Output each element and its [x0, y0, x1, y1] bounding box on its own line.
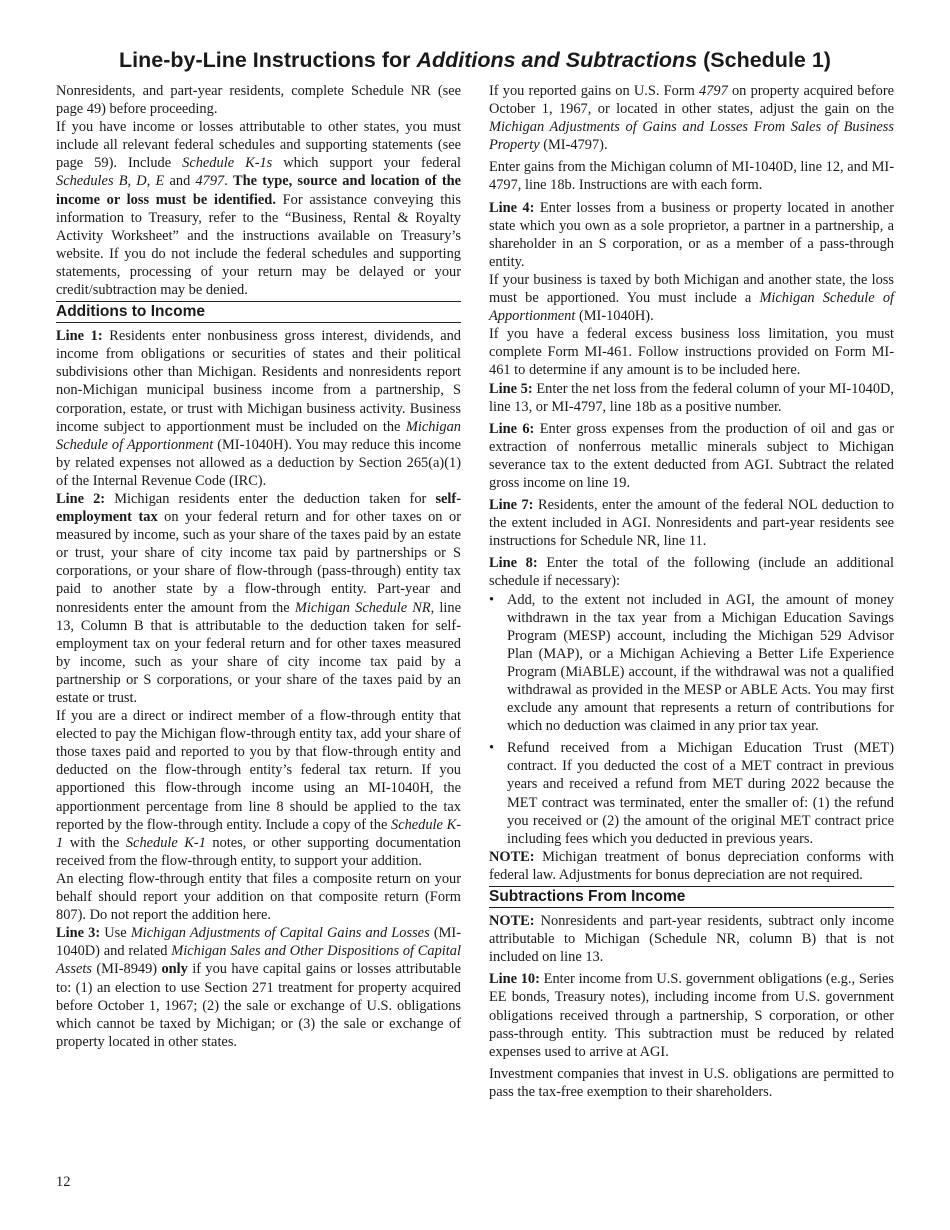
apportion-paragraph: If your business is taxed by both Michigan and another state, the loss must be apportioned. You must include a Michigan Schedule of Apportionment (MI-1040H). — [489, 271, 895, 325]
list-item: • Refund received from a Michigan Education Trust (MET) contract. If you deducted the cost of a MET contract in previous years and received a refund from MET during 2022 because the MET contract was terminated, enter the smaller of: (1) the refund you received or (2) the amount of the original MET contract price including fees which you deducted in previous years. — [489, 740, 894, 847]
page-title — [0, 48, 950, 73]
line-6-paragraph: Line 6: Enter gross expenses from the production of oil and gas or extraction of nonferrous metallic minerals subject to Michigan severance tax to the extent deducted from AGI. Subtract the related gross income on line 19. — [489, 420, 894, 491]
line-5-paragraph: Line 5: Enter the net loss from the federal column of your MI-1040D, line 13, or MI-4797, line 18b as a positive number. — [489, 380, 894, 415]
line-4-paragraph: Line 4: Enter losses from a business or property located in another state which you own as a sole proprietor, a partner in a partnership, a shareholder in an S corporation, or as a member of a pass-through entity. — [489, 199, 894, 270]
note-bonus-depreciation: NOTE: Michigan treatment of bonus depreciation conforms with federal law. Adjustments for bonus depreciation are not required. — [489, 848, 894, 883]
bullet-icon: • — [489, 740, 495, 757]
composite-return-paragraph: An electing flow-through entity that files a composite return on your behalf should report your addition on that composite return (Form 807). Do not report the addition here. — [56, 870, 461, 924]
note-nonresidents: NOTE: Nonresidents and part-year residents, subtract only income attributable to Michigan (Schedule NR, column B) that is not included on line 13. — [489, 913, 894, 966]
title-italic: Additions and Subtractions — [416, 48, 698, 72]
line-8-bullet-list — [489, 591, 894, 848]
line-1-paragraph: Line 1: Residents enter nonbusiness gross interest, dividends, and income from obligations or securities of states and their political subdivisions other than Michigan. Residents and nonresidents report non-Michigan municipal business income from a partnership, S corporation, estate, or trust with Michigan business activity. Business income subject to apportionment must be included on the Michigan Schedule of Apportionment (MI-1040H). You may reduce this income by related expenses not allowed as a deduction by Section 265(a)(1) of the Internal Revenue Code (IRC). — [56, 328, 462, 489]
investment-companies-paragraph: Investment companies that invest in U.S. obligations are permitted to pass the tax-free exemption to their shareholders. — [489, 1065, 894, 1100]
enter-gains-paragraph: Enter gains from the Michigan column of MI-1040D, line 12, and MI-4797, line 18b. Instructions are with each form. — [489, 159, 894, 194]
page-number: 12 — [56, 1174, 71, 1190]
line-2-paragraph: Line 2: Michigan residents enter the deduction taken for self-employment tax on your federal return and for other taxes on or measured by income, such as your share of the taxes paid by an estate or trust, your share of city income tax paid by partnerships or S corporations, or your share of flow-through (pass-through) entity tax paid to another state by a flow-through entity. Part-year and nonresidents enter the amount from the Michigan Schedule NR, line 13, Column B that is attributable to the deduction taken for self-employment tax on your federal return and for other taxes measured by income, such as your share of city income tax paid by a partnership or S corporations, or your share of the taxes paid by an estate or trust. — [56, 490, 462, 706]
line-3-paragraph: Line 3: Use Michigan Adjustments of Capital Gains and Losses (MI-1040D) and related Michigan Sales and Other Dispositions of Capital Assets (MI-8949) only if you have capital gains or losses attributable to: (1) an election to use Section 271 treatment for property acquired before October 1, 1967; (2) the sale or exchange of U.S. obligations which cannot be taxed by Michigan; or (3) the sale or exchange of property located in other states. — [56, 925, 461, 1050]
bullet-icon: • — [489, 591, 495, 608]
title-suffix: (Schedule 1) — [697, 48, 831, 72]
excess-loss-paragraph: If you have a federal excess business loss limitation, you must complete Form MI-461. Follow instructions provided on Form MI-461 to determine if any amount is to be included here. — [489, 326, 894, 379]
title-text: Line-by-Line Instructions for — [119, 48, 417, 72]
gains-4797-paragraph: If you reported gains on U.S. Form 4797 on property acquired before October 1, 1967, or located in other states, adjust the gain on the Michigan Adjustments of Gains and Losses From Sales of Business Property (MI-4797). — [489, 83, 894, 154]
line-8-paragraph: Line 8: Enter the total of the following (include an additional schedule if necessary): — [489, 555, 894, 590]
section-heading-subtractions: Subtractions From Income — [489, 886, 894, 908]
intro-other-states: If you have income or losses attributable to other states, you must include all relevant federal schedules and supporting statements (see page 59). Include Schedule K-1s which support your federal Schedules B, D, E and 4797. The type, source and location of the income or loss must be identified. For assistance conveying this information to Treasury, refer to the “Business, Rental & Royalty Activity Worksheet” and the instructions available on Treasury’s website. If you do not include the federal schedules and supporting statements, processing of your return may be delayed or your credit/subtraction may be denied. — [56, 119, 461, 299]
intro-nonresidents: Nonresidents, and part-year residents, complete Schedule NR (see page 49) before proceeding. — [56, 83, 461, 118]
flow-through-paragraph: If you are a direct or indirect member of a flow-through entity that elected to pay the Michigan flow-through entity tax, add your share of those taxes paid and reported to you by that flow-through entity and deducted on the flow-through entity’s federal tax return. If you apportioned this flow-through income using an MI-1040H, the apportionment percentage from line 8 should be applied to the tax reported by the flow-through entity. Include a copy of the Schedule K-1 with the Schedule K-1 notes, or other supporting documentation received from the flow-through entity, to support your addition. — [56, 708, 461, 869]
left-column — [56, 82, 461, 1051]
right-column — [489, 82, 894, 1101]
section-heading-additions: Additions to Income — [56, 301, 461, 323]
line-10-paragraph: Line 10: Enter income from U.S. government obligations (e.g., Series EE bonds, Treasury notes), including income from U.S. government obligations received through a partnership, S corporation, or other pass-through entity. This subtraction must be reduced by related expenses used to arrive at AGI. — [489, 971, 894, 1060]
line-7-paragraph: Line 7: Residents, enter the amount of the federal NOL deduction to the extent included in AGI. Nonresidents and part-year residents see instructions for Schedule NR, line 11. — [489, 497, 895, 550]
list-item: • Add, to the extent not included in AGI, the amount of money withdrawn in the tax year from a Michigan Education Savings Program (MESP) account, including the Michigan 529 Advisor Plan (MAP), or a Michigan Achieving a Better Life Experience Program (MiABLE) account, if the withdrawal was not a qualified withdrawal as provided in the MESP or ABLE Acts. You may first exclude any amount that represents a return of contributions for which no deduction was claimed in any prior tax year. — [489, 591, 894, 735]
